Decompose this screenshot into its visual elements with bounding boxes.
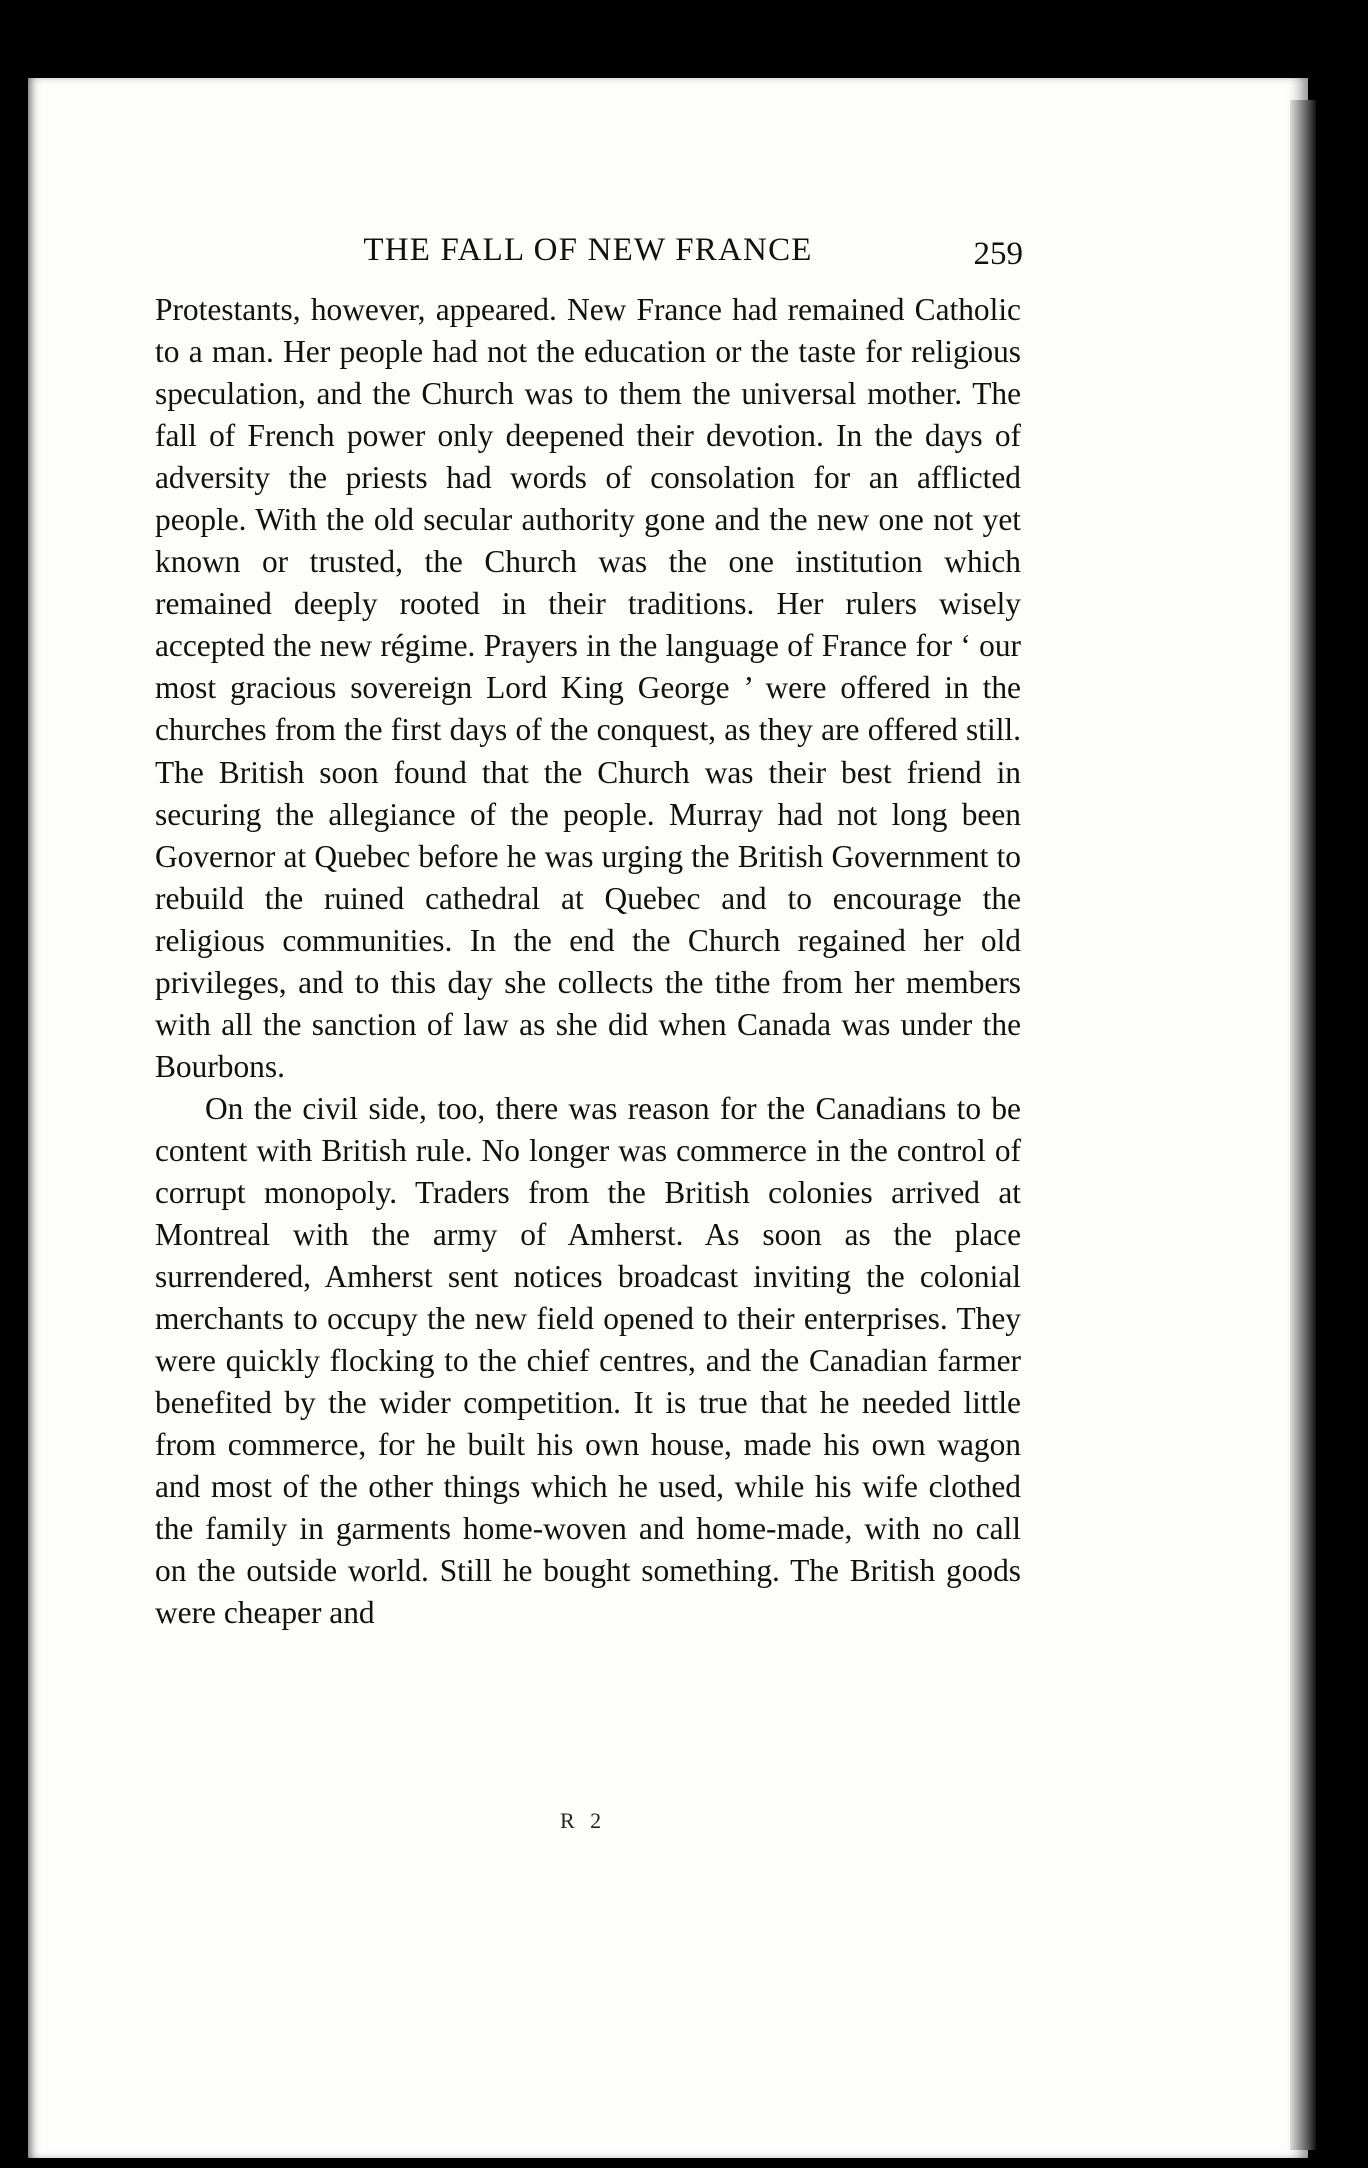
paragraph: On the civil side, too, there was reason for the Canadians to be content with British rule. No longer was commerce in the control of corrupt monopoly. Traders from the British colonies arrived at Montreal with the army of Amherst. As soon as the place surrendered, Amherst sent notices broadcast inviting the colonial merchants to occupy the new field opened to their enterprises. They were quickly flocking to the chief centres, and the Canadian farmer benefited by the wider competition. It is true that he needed little from commerce, for he built his own house, made his own wagon and most of the other things which he used, while his wife clothed the family in garments home-woven and home-made, with no call on the outside world. Still he bought something. The British goods were cheaper and [155,1090,1021,1631]
body-text [155,289,1021,1889]
page-fore-edge [1290,100,1316,2150]
page-number: 259 [973,236,1023,272]
signature-mark: R 2 [560,1808,607,1833]
running-head: THE FALL OF NEW FRANCE [363,232,813,268]
paragraph: Protestants, however, appeared. New France had remained Catholic to a man. Her people had not the education or the taste for religious speculation, and the Church was to them the universal mother. The fall of French power only deepened their devotion. In the days of adversity the priests had words of consolation for an afflicted people. With the old secular authority gone and the new one not yet known or trusted, the Church was the one institution which remained deeply rooted in their traditions. Her rulers wisely accepted the new régime. Prayers in the language of France for ‘ our most gracious sovereign Lord King George ’ were offered in the churches from the first days of the conquest, as they are offered still. The British soon found that the Church was their best friend in securing the allegiance of the people. Murray had not long been Governor at Quebec before he was urging the British Government to rebuild the ruined cathedral at Quebec and to encourage the religious communities. In the end the Church regained her old privileges, and to this day she collects the tithe from her members with all the sanction of law as she did when Canada was under the Bourbons. [155,292,1021,1084]
page-header [155,232,1021,272]
